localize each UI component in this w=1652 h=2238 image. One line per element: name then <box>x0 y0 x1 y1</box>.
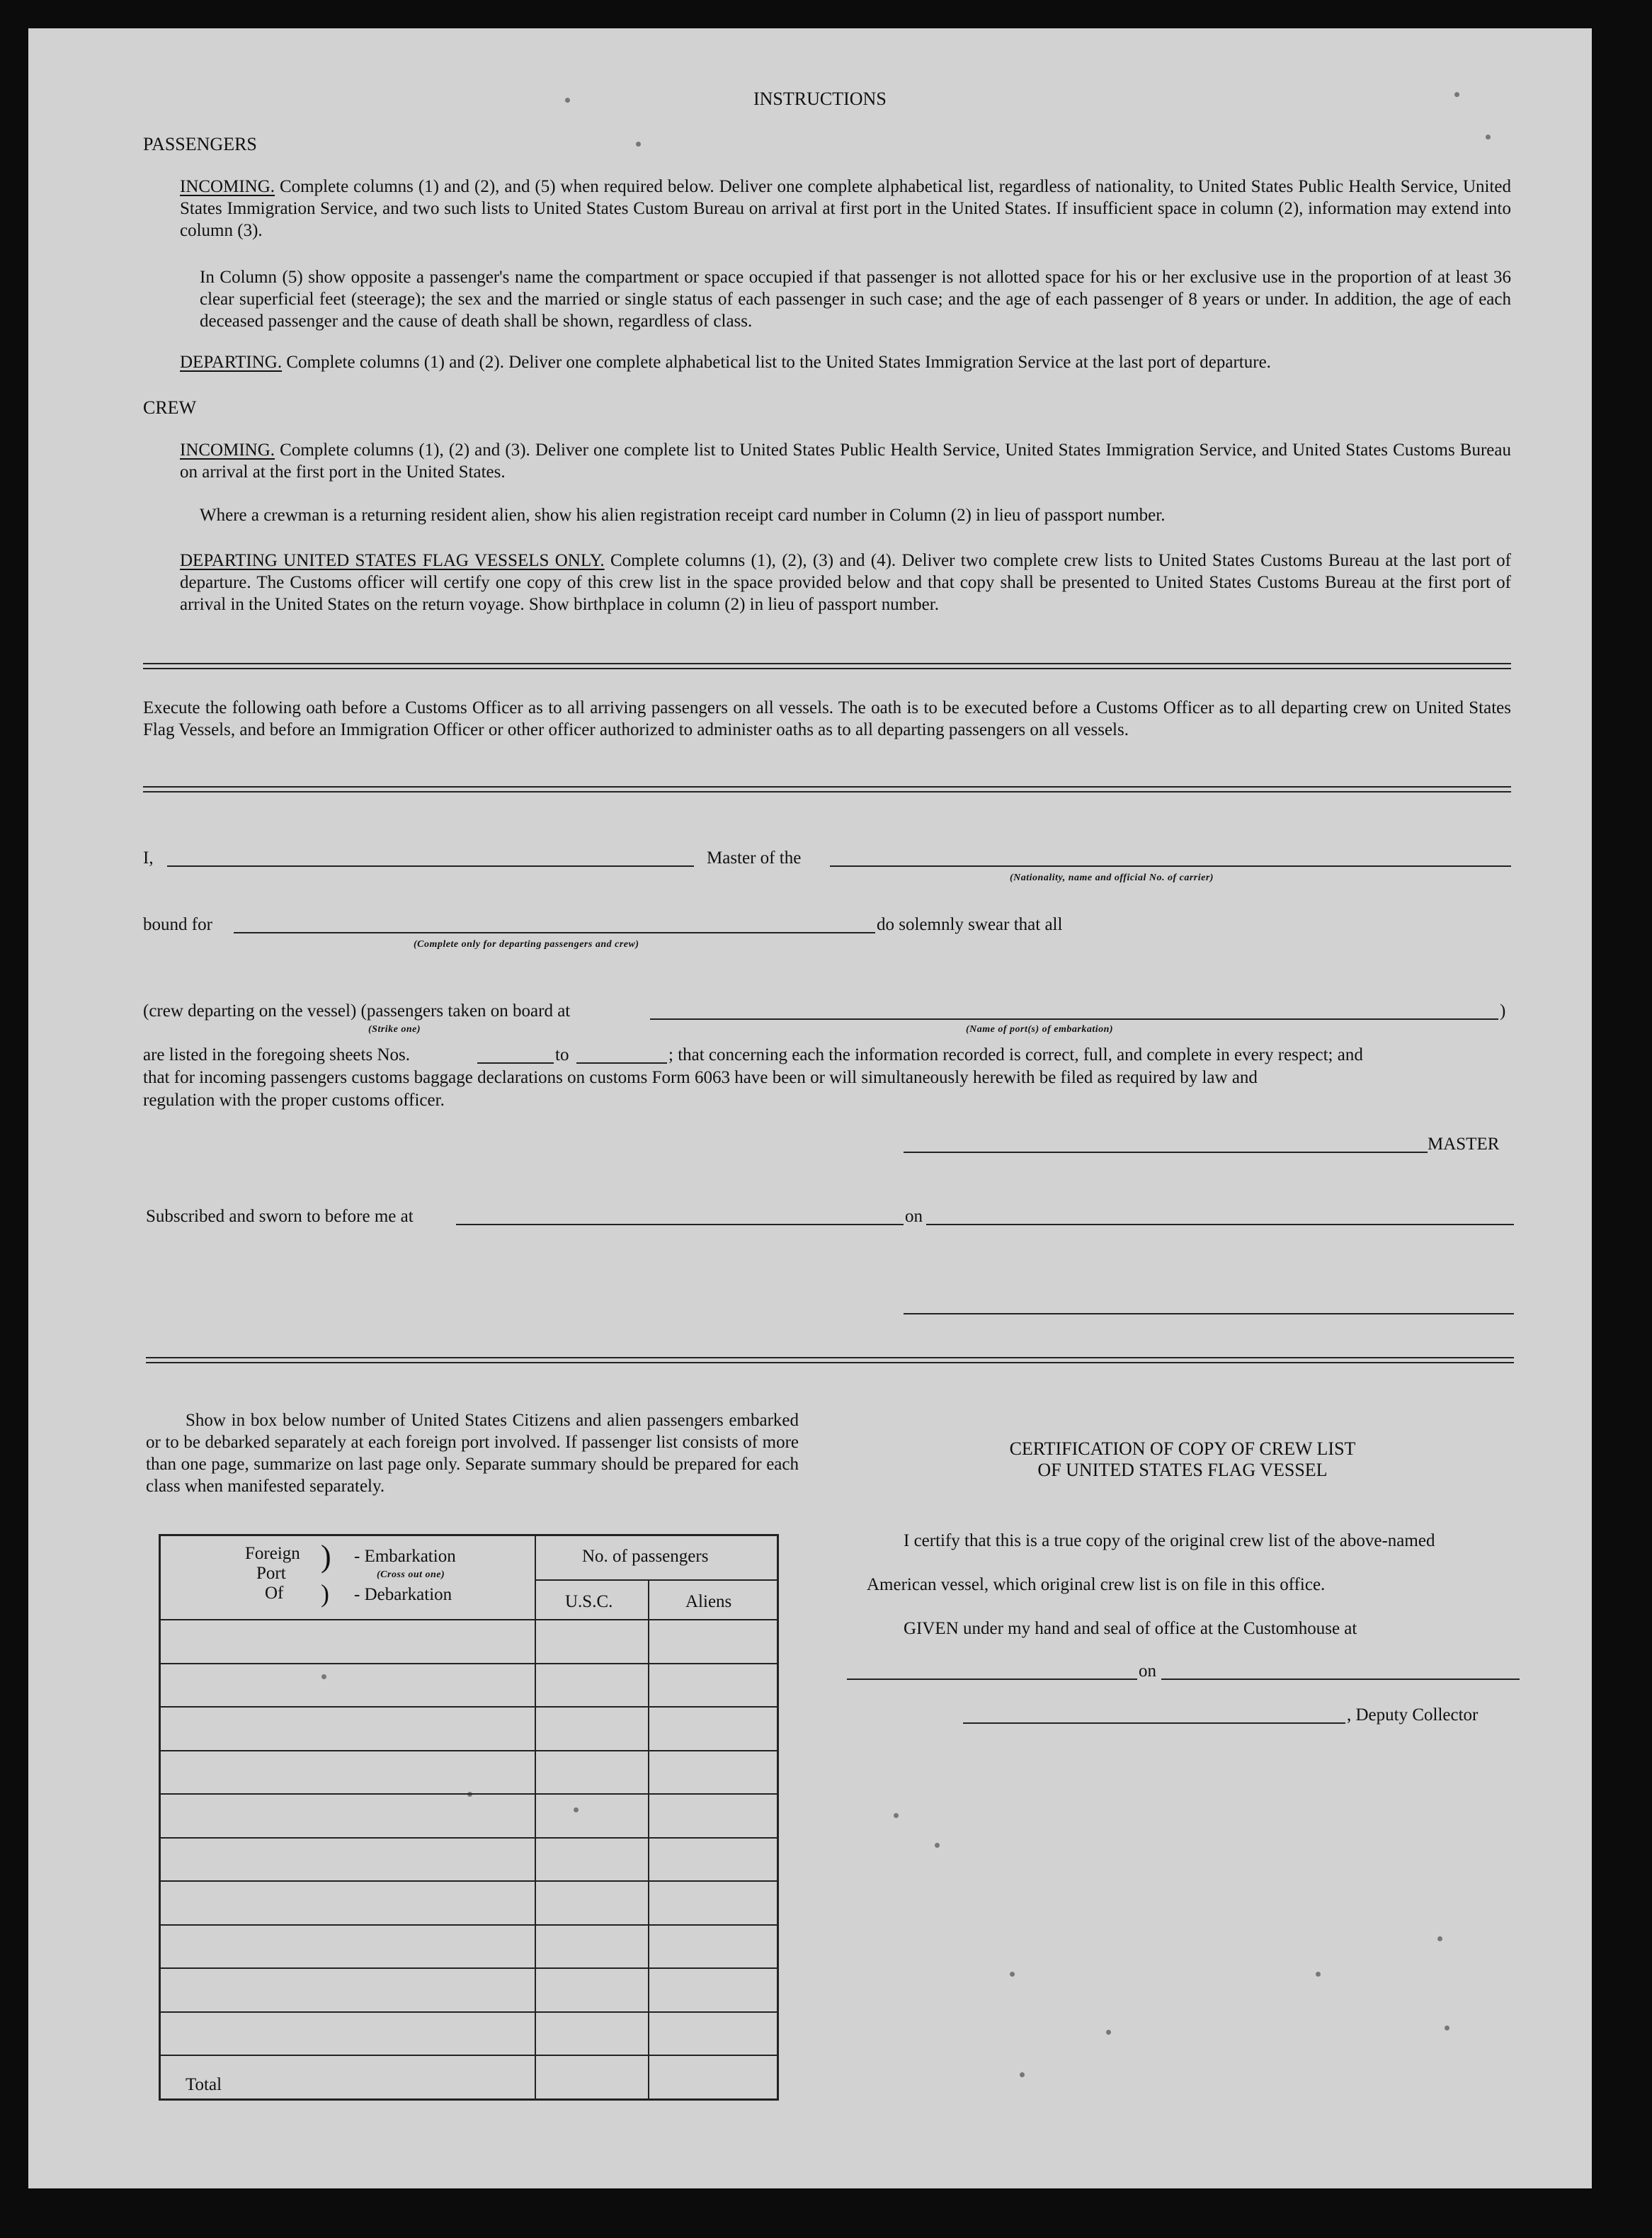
scan-speck <box>935 1843 940 1848</box>
deputy-signature-line[interactable] <box>963 1722 1345 1724</box>
port-caption: (Name of port(s) of embarkation) <box>966 1024 1114 1035</box>
table-row-rule <box>160 1967 777 1969</box>
master-name-line[interactable] <box>167 865 694 867</box>
master-label: MASTER <box>1428 1135 1500 1154</box>
passengers-departing-paragraph <box>180 351 1511 373</box>
scan-speck <box>894 1813 899 1818</box>
embarkation-port-line[interactable] <box>650 1018 1498 1020</box>
customhouse-place-line[interactable] <box>847 1678 1137 1680</box>
divider-3 <box>146 1357 1514 1363</box>
scan-speck <box>1486 135 1491 140</box>
table-row-rule <box>160 1837 777 1839</box>
usc-header: U.S.C. <box>565 1592 613 1611</box>
of-label: Of <box>265 1584 284 1603</box>
crew-departing-text: (crew departing on the vessel) (passengers taken on board at <box>143 1001 571 1021</box>
subscribed-date-line[interactable] <box>926 1224 1514 1225</box>
sheet-to-line[interactable] <box>576 1062 667 1064</box>
crew-departing-paragraph <box>180 550 1511 615</box>
incoming-text: Complete columns (1) and (2), and (5) when required below. Deliver one complete alphabetical list, regardless of nationality, to United States Public Health Service, United States Immigration Service, and two such lists to United States Custom Bureau on arrival at first port in the United States. If insufficient space in column (2), information may extend into column (3). <box>180 177 1512 240</box>
certification-title-2: OF UNITED STATES FLAG VESSEL <box>1037 1460 1328 1480</box>
certification-date-line[interactable] <box>1161 1678 1520 1680</box>
bound-for-label: bound for <box>143 915 212 934</box>
table-row-rule <box>160 1750 777 1751</box>
divider-1 <box>143 663 1511 669</box>
carrier-line[interactable] <box>830 865 1511 867</box>
scan-speck <box>1454 92 1459 97</box>
table-row-rule <box>160 1924 777 1926</box>
table-row-rule <box>160 1706 777 1708</box>
listed-prefix: are listed in the foregoing sheets Nos. <box>143 1045 410 1064</box>
aliens-header: Aliens <box>685 1592 732 1611</box>
bound-for-caption: (Complete only for departing passengers and crew) <box>414 939 639 950</box>
close-paren: ) <box>1500 1001 1506 1021</box>
listed-line-2: that for incoming passengers customs baggage declarations on customs Form 6063 have been or will simultaneously herewith be filed as required by law and <box>143 1068 1258 1087</box>
table-row-rule <box>160 1619 777 1620</box>
no-passengers-header: No. of passengers <box>582 1547 709 1566</box>
crew-incoming-label: INCOMING. <box>180 441 275 460</box>
officer-signature-line[interactable] <box>904 1313 1514 1314</box>
sheet-from-line[interactable] <box>477 1062 554 1064</box>
scan-speck <box>321 1674 326 1679</box>
crew-incoming-paragraph <box>180 439 1511 483</box>
scan-speck <box>1020 2072 1025 2077</box>
cross-out-caption: (Cross out one) <box>377 1569 445 1580</box>
certification-on-label: on <box>1139 1662 1156 1681</box>
instructions-title: INSTRUCTIONS <box>753 89 887 109</box>
bound-for-line[interactable] <box>234 932 875 933</box>
oath-intro: Execute the following oath before a Customs Officer as to all arriving passengers on all vessels. The oath is to be executed before a Customs Officer as to all departing crew on United States Flag Vessels, and before an Immigration Officer or other officer authorized to administer oaths as to all departing passengers on all vessels. <box>143 698 1511 739</box>
subscribed-on-label: on <box>905 1207 923 1226</box>
table-header-sub-divider <box>535 1579 778 1581</box>
certification-line-2: American vessel, which original crew list is on file in this office. <box>867 1575 1326 1594</box>
brace-bottom-icon: ) <box>321 1579 329 1608</box>
to-label: to <box>555 1045 569 1064</box>
embarkation-label: - Embarkation <box>354 1547 456 1566</box>
strike-caption: (Strike one) <box>368 1024 421 1035</box>
subscribed-label: Subscribed and sworn to before me at <box>146 1207 414 1226</box>
master-signature-line[interactable] <box>904 1152 1428 1153</box>
subscribed-place-line[interactable] <box>456 1224 904 1225</box>
scan-speck <box>565 98 570 103</box>
summary-intro: Show in box below number of United States Citizens and alien passengers embarked or to be debarked separately at each foreign port involved. If passenger list consists of more than one page, summarize on last page only. Separate summary should be prepared for each class when manifested separately. <box>146 1411 799 1496</box>
table-row-rule <box>160 2055 777 2056</box>
departing-label: DEPARTING. <box>180 353 283 372</box>
table-col-divider-2 <box>648 1579 649 2099</box>
divider-2 <box>143 786 1511 793</box>
scan-speck <box>1010 1972 1015 1977</box>
foreign-label: Foreign <box>245 1544 300 1563</box>
total-label: Total <box>186 2075 222 2094</box>
scan-speck <box>574 1807 579 1812</box>
crew-heading: CREW <box>143 397 197 418</box>
scan-speck <box>1445 2026 1449 2030</box>
crewman-paragraph: Where a crewman is a returning resident alien, show his alien registration receipt card number in Column (2) in lieu of passport number. <box>200 506 1166 525</box>
certification-line-1: I certify that this is a true copy of the original crew list of the above-named <box>904 1531 1435 1550</box>
crew-departing-text: Complete columns (1), (2), (3) and (4). Deliver two complete crew lists to United States Customs Bureau at the last port of departure. The Customs officer will certify one copy of this crew list in the space provided below and that copy shall be presented to United States Customs Bureau at the first port of arrival in the United States on the return voyage. Show birthplace in column (2) in lieu of passport number. <box>180 551 1511 614</box>
master-of-the-label: Master of the <box>707 848 802 868</box>
listed-line-3: regulation with the proper customs officer. <box>143 1091 445 1110</box>
column5-paragraph: In Column (5) show opposite a passenger's name the compartment or space occupied if that passenger is not allotted space for his or her exclusive use in the proportion of at least 36 clear superficial feet (steerage); the sex and the married or single status of each passenger in such case; and the age of each passenger of 8 years or under. In addition, the age of each deceased passenger and the cause of death shall be shown, regardless of class. <box>200 268 1511 331</box>
scan-speck <box>1316 1972 1321 1977</box>
departing-text: Complete columns (1) and (2). Deliver one complete alphabetical list to the United States Immigration Service at the last port of departure. <box>286 353 1271 372</box>
form-page <box>28 28 1592 2188</box>
oath-i-label: I, <box>143 848 154 868</box>
swear-text: do solemnly swear that all <box>877 915 1063 934</box>
scan-speck <box>1437 1936 1442 1941</box>
brace-top-icon: ) <box>321 1539 331 1574</box>
crew-incoming-text: Complete columns (1), (2) and (3). Deliver one complete list to United States Public Health Service, United States Immigration Service, and United States Customs Bureau on arrival at the first port in the United States. <box>180 441 1511 482</box>
scan-speck <box>636 142 641 147</box>
debarkation-label: - Debarkation <box>354 1585 452 1604</box>
certification-title-1: CERTIFICATION OF COPY OF CREW LIST <box>1009 1438 1356 1459</box>
port-label: Port <box>256 1564 286 1583</box>
table-row-rule <box>160 2011 777 2013</box>
crew-departing-label: DEPARTING UNITED STATES FLAG VESSELS ONLY. <box>180 551 605 570</box>
scan-speck <box>1106 2030 1111 2035</box>
incoming-label: INCOMING. <box>180 177 275 196</box>
table-row-rule <box>160 1793 777 1795</box>
listed-rest: ; that concerning each the information recorded is correct, full, and complete in every respect; and <box>668 1045 1363 1064</box>
passengers-incoming-paragraph <box>180 176 1511 242</box>
table-row-rule <box>160 1880 777 1882</box>
deputy-collector-label: , Deputy Collector <box>1347 1705 1479 1725</box>
table-row-rule <box>160 1663 777 1664</box>
certification-line-3: GIVEN under my hand and seal of office at the Customhouse at <box>904 1619 1357 1638</box>
passengers-heading: PASSENGERS <box>143 134 257 154</box>
carrier-caption: (Nationality, name and official No. of carrier) <box>1010 873 1214 883</box>
